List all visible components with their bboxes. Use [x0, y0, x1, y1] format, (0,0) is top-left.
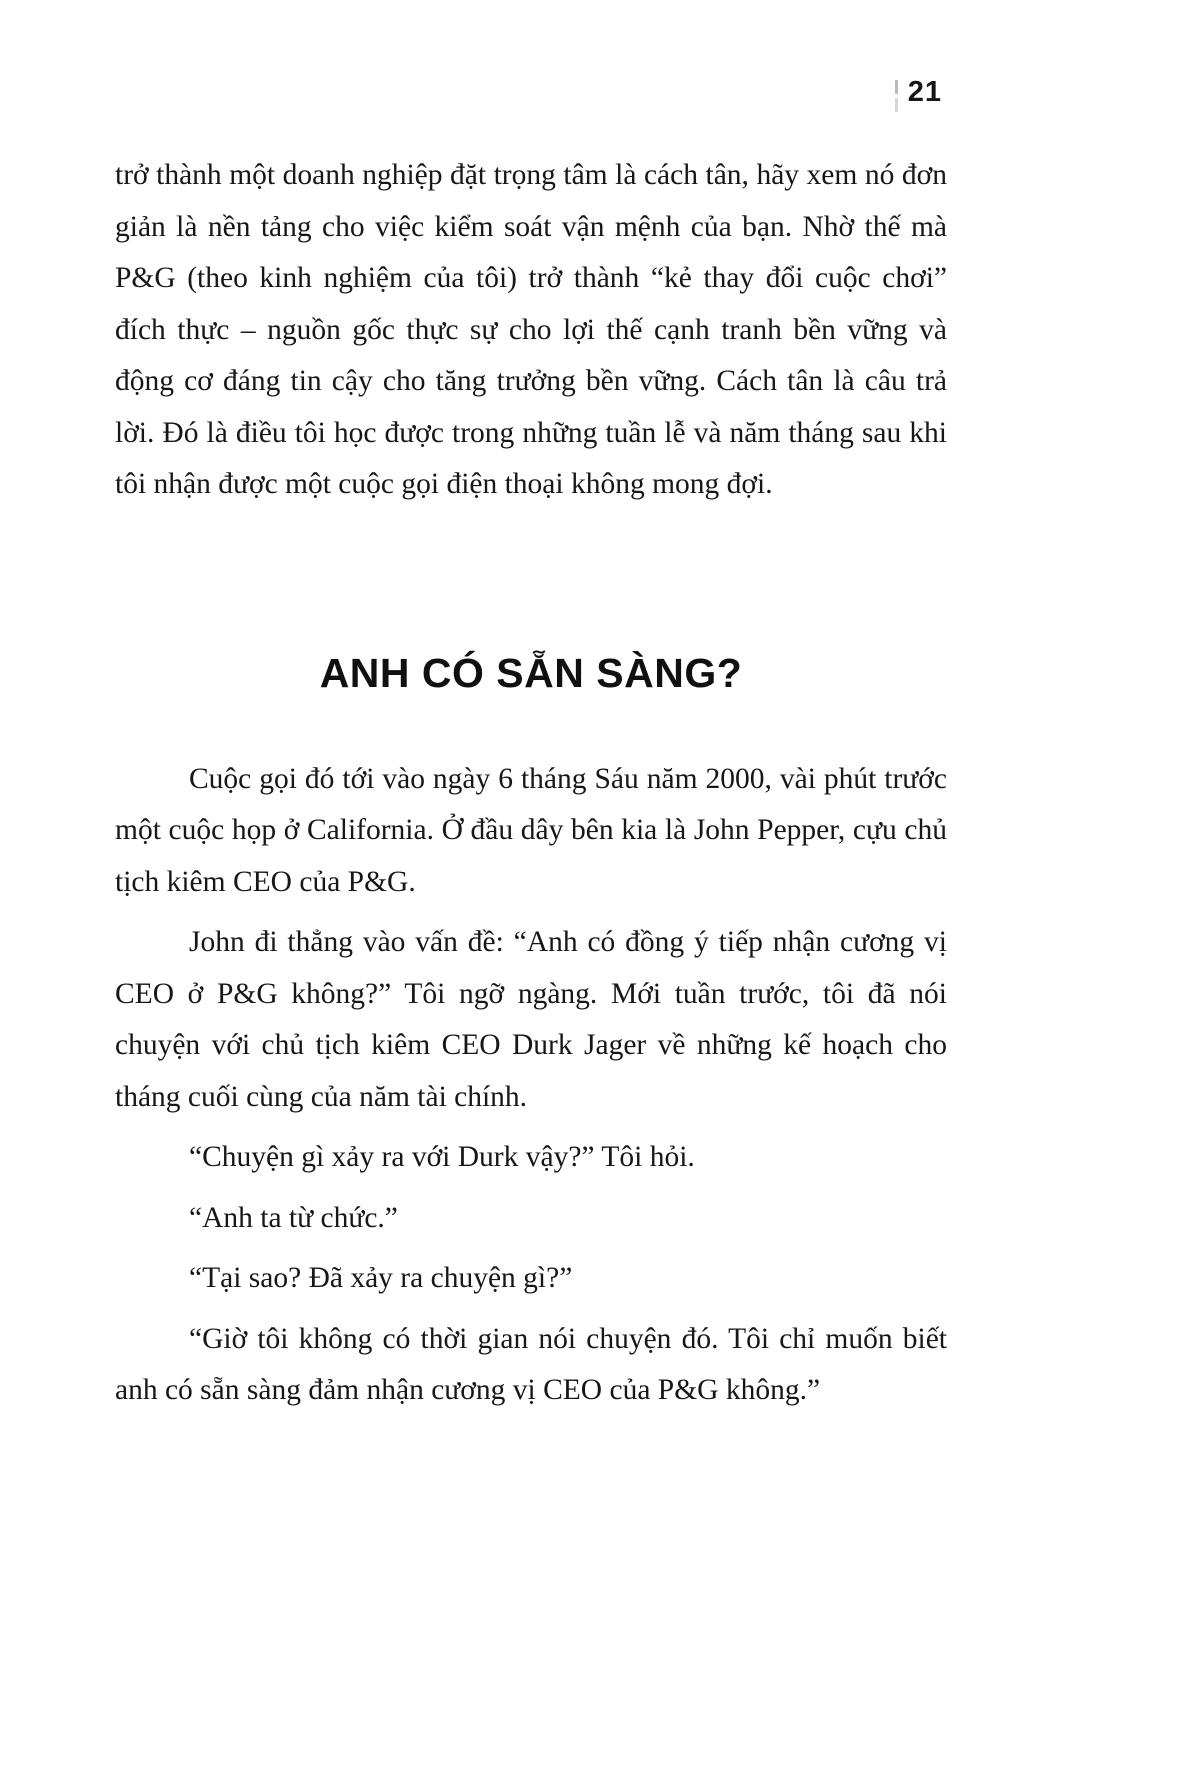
section-heading: ANH CÓ SẴN SÀNG?	[319, 649, 743, 696]
text-block	[115, 150, 947, 1426]
page-number-mark	[895, 80, 898, 94]
paragraph-dialogue: “Chuyện gì xảy ra với Durk vậy?” Tôi hỏi.	[189, 1141, 695, 1173]
page-number: 21	[907, 76, 942, 108]
paragraph-dialogue: “Giờ tôi không có thời gian nói chuyện đó. Tôi chỉ muốn biết anh có sẵn sàng đảm nhận cương vị CEO của P&G không.”	[115, 1322, 947, 1406]
paragraph: Cuộc gọi đó tới vào ngày 6 tháng Sáu năm 2000, vài phút trước một cuộc họp ở California. Ở đầu dây bên kia là John Pepper, cựu chủ tịch kiêm CEO của P&G.	[115, 762, 947, 898]
paragraph-dialogue: “Tại sao? Đã xảy ra chuyện gì?”	[189, 1262, 573, 1294]
paragraph-continuation: trở thành một doanh nghiệp đặt trọng tâm là cách tân, hãy xem nó đơn giản là nền tảng cho việc kiểm soát vận mệnh của bạn. Nhờ thế mà P&G (theo kinh nghiệm của tôi) trở thành “kẻ thay đổi cuộc chơi” đích thực – nguồn gốc thực sự cho lợi thế cạnh tranh bền vững và động cơ đáng tin cậy cho tăng trưởng bền vững. Cách tân là câu trả lời. Đó là điều tôi học được trong những tuần lễ và năm tháng sau khi tôi nhận được một cuộc gọi điện thoại không mong đợi.	[115, 159, 947, 500]
paragraph: John đi thẳng vào vấn đề: “Anh có đồng ý tiếp nhận cương vị CEO ở P&G không?” Tôi ngỡ ngàng. Mới tuần trước, tôi đã nói chuyện với chủ tịch kiêm CEO Durk Jager về những kế hoạch cho tháng cuối cùng của năm tài chính.	[115, 926, 947, 1113]
page-header	[895, 76, 942, 109]
paragraph-dialogue: “Anh ta từ chức.”	[189, 1201, 398, 1234]
